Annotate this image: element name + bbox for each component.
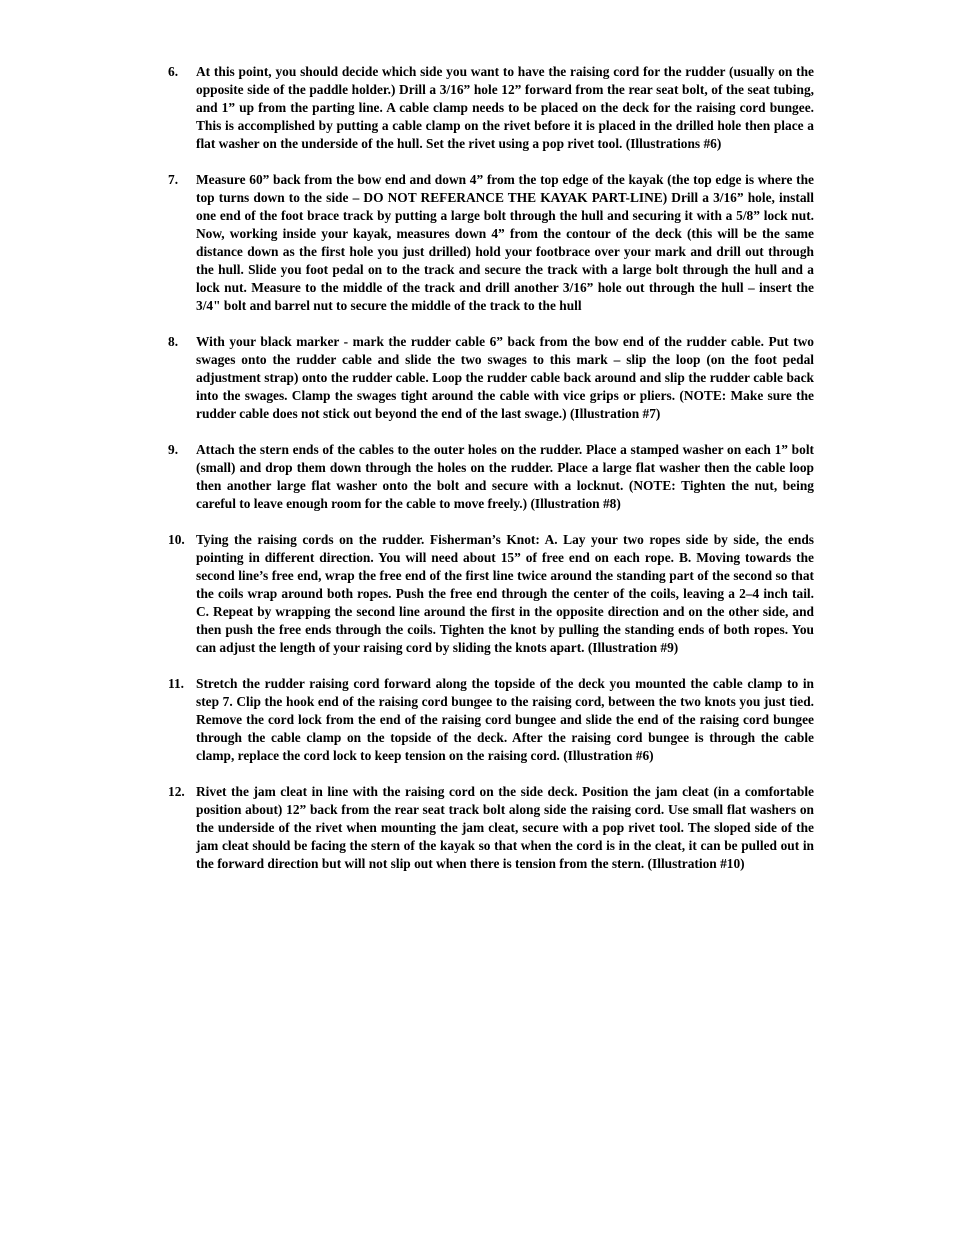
step-text: Rivet the jam cleat in line with the raising cord on the side deck. Position the jam cleat (in a comfortable position about) 12” back from the rear seat track bolt along side the raising cord. Use small flat washers on the underside of the rivet when mounting the jam cleat, secure with a pop rivet tool. The sloped side of the jam cleat should be facing the stern of the kayak so that when the cord is in the cleat, it can be pulled out in the forward direction but will not slip out when there is tension from the stern. (Illustration #10) [196, 784, 814, 871]
step-9 [168, 441, 814, 513]
step-number: 8. [168, 334, 179, 349]
step-10 [168, 531, 814, 657]
step-8 [168, 333, 814, 423]
step-text: Measure 60” back from the bow end and down 4” from the top edge of the kayak (the top edge is where the top turns down to the side – DO NOT REFERANCE THE KAYAK PART-LINE) Drill a 3/16” hole, install one end of the foot brace track by putting a large bolt through the hull and securing it with a 5/8” lock nut. Now, working inside your kayak, measures down 4” from the contour of the deck (this will be the same distance down as the first hole you just drilled) hold your footbrace over your mark and drill out through the hull. Slide you foot pedal on to the track and secure the track with a large bolt through the hull and a lock nut. Measure to the middle of the track and drill another 3/16” hole out through the hull – insert the 3/4" bolt and barrel nut to secure the middle of the track to the hull [196, 172, 814, 313]
step-number: 7. [168, 172, 179, 187]
instruction-page [168, 63, 814, 891]
step-text: With your black marker - mark the rudder cable 6” back from the bow end of the rudder cable. Put two swages onto the rudder cable and slide the two swages to this mark – slip the loop (on the foot pedal adjustment strap) onto the rudder cable. Loop the rudder cable back around and slip the rudder cable back into the swages. Clamp the swages tight around the cable with vice grips or pliers. (NOTE: Make sure the rudder cable does not stick out beyond the end of the last swage.) (Illustration #7) [196, 334, 814, 421]
step-11 [168, 675, 814, 765]
step-12 [168, 783, 814, 873]
step-number: 10. [168, 532, 185, 547]
step-text: Tying the raising cords on the rudder. Fisherman’s Knot: A. Lay your two ropes side by side, the ends pointing in different direction. You will need about 15” of free end on each rope. B. Moving towards the second line’s free end, wrap the free end of the first line twice around the standing part of the second so that the coils wrap around both ropes. Push the free end through the center of the coils, leaving a 2–4 inch tail. C. Repeat by wrapping the second line around the first in the opposite direction and on the other side, and then push the free ends through the coils. Tighten the knot by pulling the standing ends of both ropes. You can adjust the length of your raising cord by sliding the knots apart. (Illustration #9) [196, 532, 814, 655]
step-text: At this point, you should decide which side you want to have the raising cord for the rudder (usually on the opposite side of the paddle holder.) Drill a 3/16” hole 12” forward from the rear seat bolt, of the seat tubing, and 1” up from the parting line. A cable clamp needs to be placed on the deck for the raising cord bungee. This is accomplished by putting a cable clamp on the rivet before it is placed in the drilled hole then place a flat washer on the underside of the hull. Set the rivet using a pop rivet tool. (Illustrations #6) [196, 64, 814, 151]
step-text: Attach the stern ends of the cables to the outer holes on the rudder. Place a stamped washer on each 1” bolt (small) and drop them down through the holes on the rudder. Place a large flat washer then the cable loop then another large flat washer onto the bolt and secure with a locknut. (NOTE: Tighten the nut, being careful to leave enough room for the cable to move freely.) (Illustration #8) [196, 442, 814, 511]
step-number: 9. [168, 442, 179, 457]
step-number: 6. [168, 64, 179, 79]
step-6 [168, 63, 814, 153]
step-number: 11. [168, 676, 184, 691]
step-7 [168, 171, 814, 315]
step-number: 12. [168, 784, 185, 799]
step-text: Stretch the rudder raising cord forward along the topside of the deck you mounted the cable clamp to in step 7. Clip the hook end of the raising cord bungee to the raising cord, between the two knots you just tied. Remove the cord lock from the end of the raising cord bungee and slide the end of the raising cord bungee through the cable clamp on the topside of the deck. After the raising cord bungee is through the cable clamp, replace the cord lock to keep tension on the raising cord. (Illustration #6) [196, 676, 814, 763]
